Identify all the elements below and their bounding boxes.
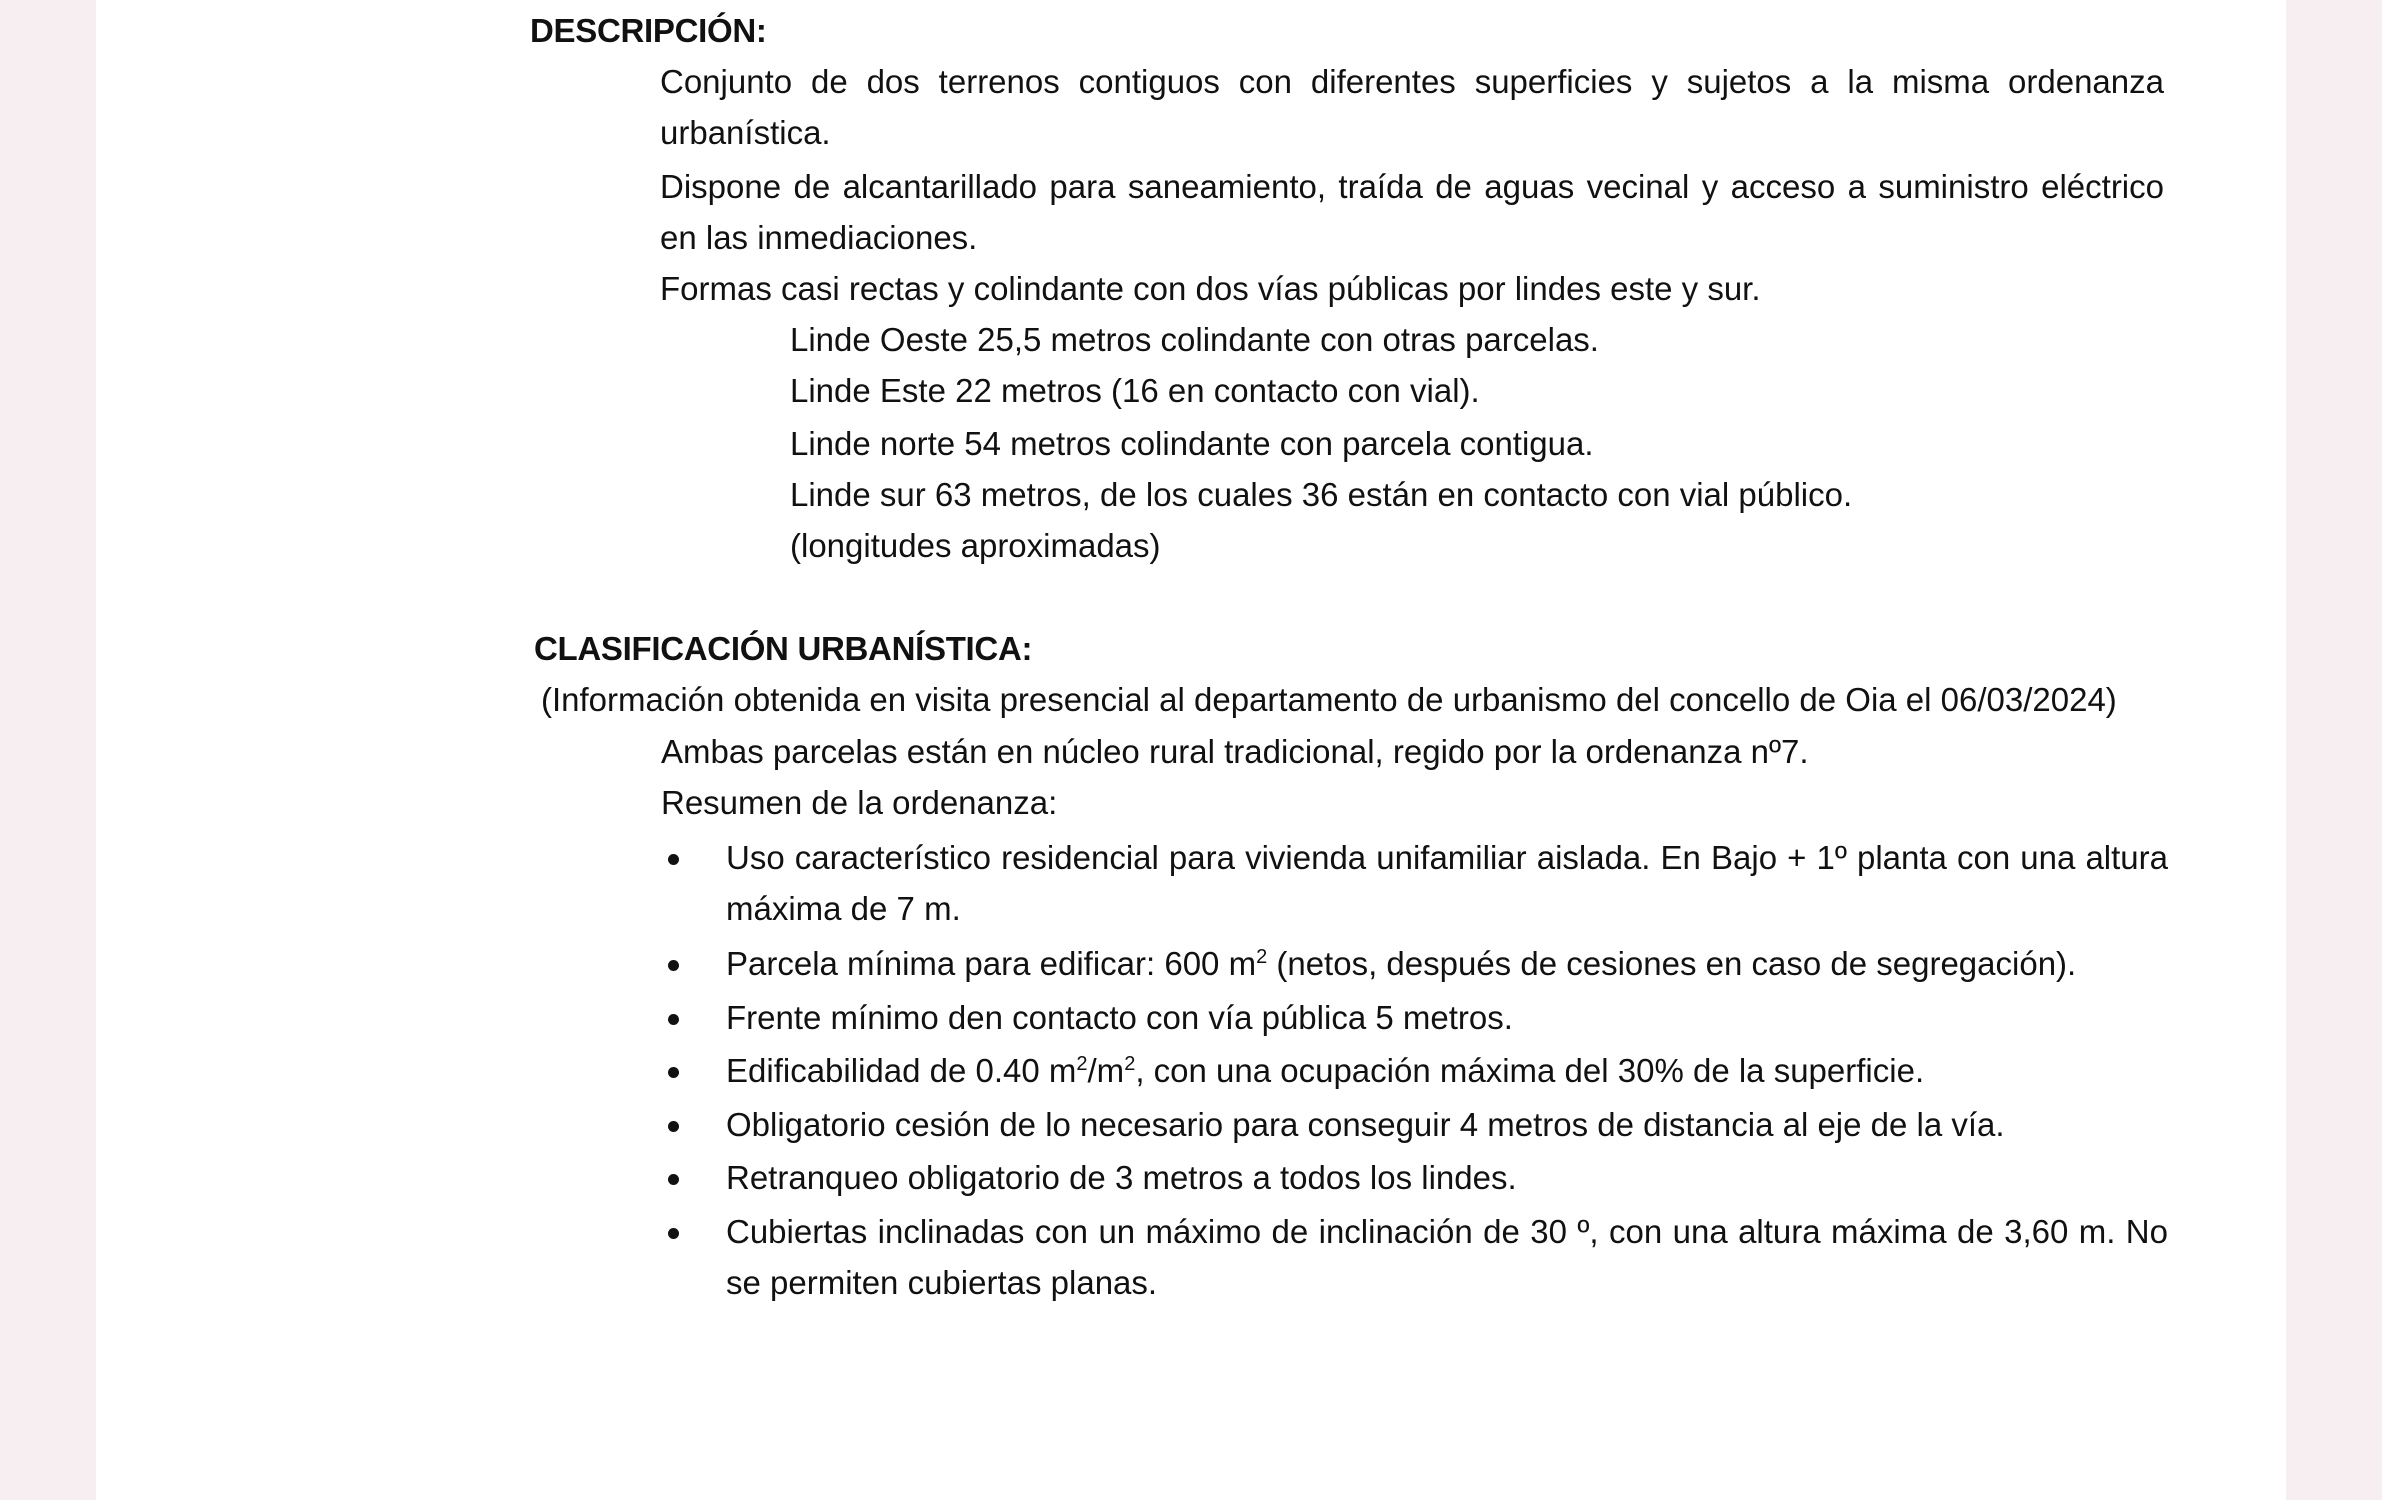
list-item [726, 1045, 2168, 1096]
descripcion-paragraph-3: Formas casi rectas y colindante con dos vías públicas por lindes este y sur. [660, 270, 1761, 307]
list-item [726, 938, 2168, 989]
bullet-icon [668, 854, 679, 865]
linde-norte: Linde norte 54 metros colindante con parcela contigua. [790, 425, 1594, 462]
list-item [726, 1099, 2168, 1150]
bullet-icon [668, 1014, 679, 1025]
document-page [96, 0, 2286, 1500]
linde-sur: Linde sur 63 metros, de los cuales 36 están en contacto con vial público. [790, 476, 1853, 513]
bullet-cubiertas-text: Cubiertas inclinadas con un máximo de inclinación de 30 º, con una altura máxima de 3,60 m. No se permiten cubiertas planas. [726, 1213, 2168, 1301]
descripcion-heading: DESCRIPCIÓN: [530, 12, 767, 49]
list-item [726, 1206, 2168, 1308]
clasificacion-info: (Información obtenida en visita presencial al departamento de urbanismo del concello de Oia el 06/03/2024) [541, 681, 2117, 718]
bullet-parcela-text: Parcela mínima para edificar: 600 $m^2$ (netos, después de cesiones en caso de segregación). [726, 945, 2077, 982]
linde-oeste: Linde Oeste 25,5 metros colindante con otras parcelas. [790, 321, 1599, 358]
descripcion-paragraph-1: Conjunto de dos terrenos contiguos con diferentes superficies y sujetos a la misma ordenanza urbanística. [660, 63, 2164, 151]
list-item [726, 992, 2168, 1043]
bullet-edificabilidad-text: Edificabilidad de 0.40 $m^2/m^2$, con una ocupación máxima del 30% de la superficie. [726, 1052, 1925, 1089]
list-item [726, 1152, 2168, 1203]
bullet-icon [668, 960, 679, 971]
bullet-uso-text: Uso característico residencial para vivienda unifamiliar aislada. En Bajo + 1º planta con una altura máxima de 7 m. [726, 839, 2168, 927]
bullet-cesion-text: Obligatorio cesión de lo necesario para conseguir 4 metros de distancia al eje de la vía. [726, 1106, 2005, 1143]
bullet-icon [668, 1121, 679, 1132]
list-item [726, 832, 2168, 934]
bullet-icon [668, 1067, 679, 1078]
bullet-retranqueo-text: Retranqueo obligatorio de 3 metros a todos los lindes. [726, 1159, 1517, 1196]
resumen-ordenanza-label: Resumen de la ordenanza: [661, 784, 1058, 821]
nucleo-rural-text: Ambas parcelas están en núcleo rural tradicional, regido por la ordenanza nº7. [661, 733, 1809, 770]
linde-este: Linde Este 22 metros (16 en contacto con vial). [790, 372, 1480, 409]
bullet-icon [668, 1174, 679, 1185]
longitudes-note: (longitudes aproximadas) [790, 527, 1161, 564]
descripcion-paragraph-2: Dispone de alcantarillado para saneamiento, traída de aguas vecinal y acceso a suministro eléctrico en las inmediaciones. [660, 168, 2164, 256]
bullet-frente-text: Frente mínimo den contacto con vía pública 5 metros. [726, 999, 1513, 1036]
bullet-icon [668, 1228, 679, 1239]
clasificacion-heading: CLASIFICACIÓN URBANÍSTICA: [534, 630, 1033, 667]
